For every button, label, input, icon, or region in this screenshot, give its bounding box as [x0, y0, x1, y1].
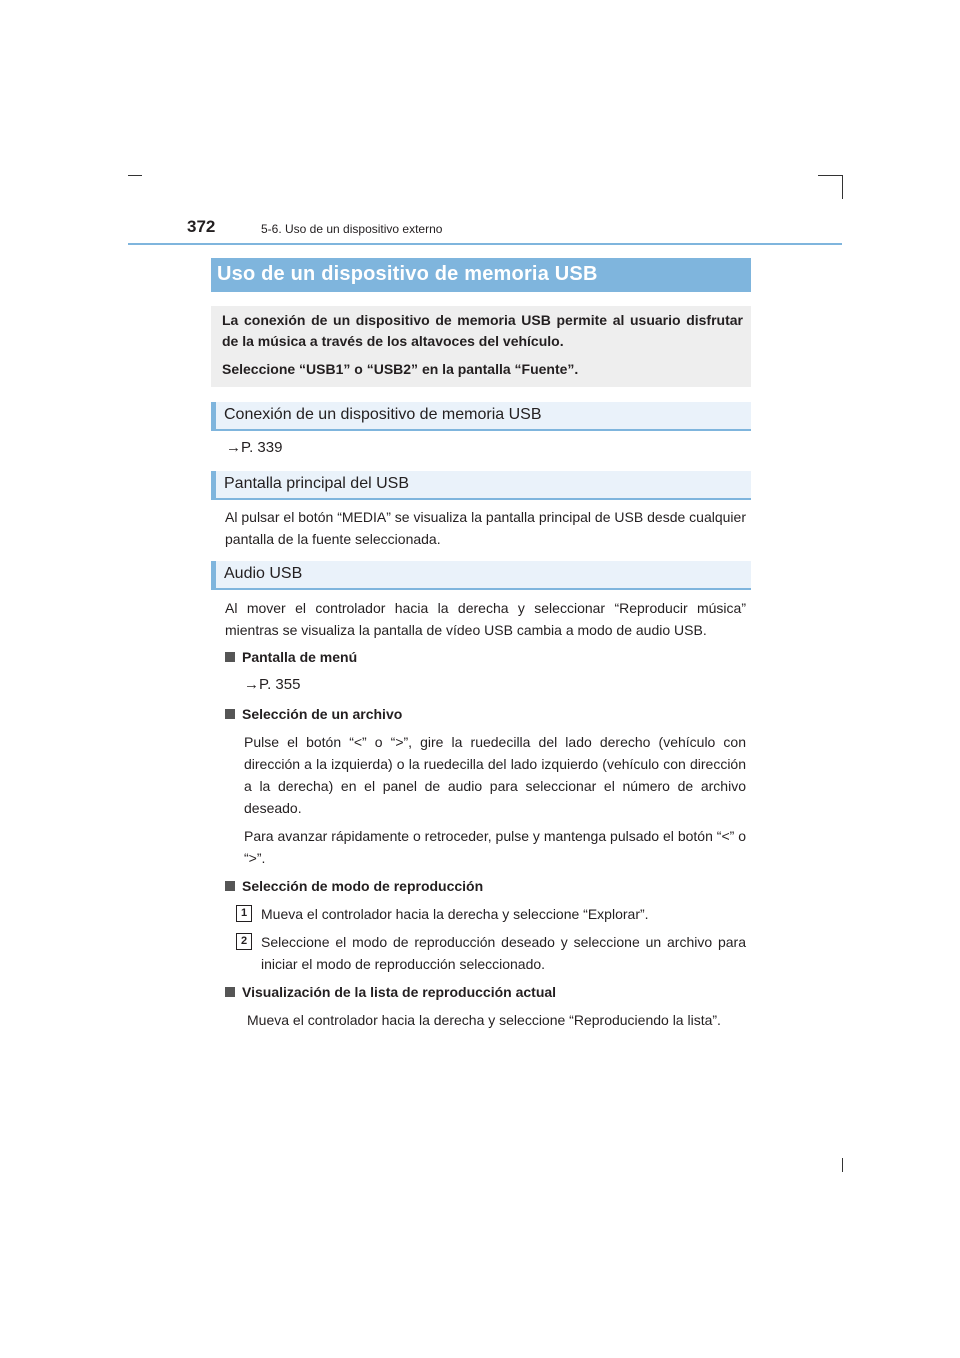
section-heading-connection: Conexión de un dispositivo de memoria USB — [211, 402, 751, 431]
file-selection-fast-text: Para avanzar rápidamente o retroceder, pulse y mantenga pulsado el botón “<” o “>”. — [244, 828, 746, 866]
crop-mark-top-right-v — [842, 175, 843, 199]
bullet-file-selection-label: Selección de un archivo — [242, 706, 403, 722]
intro-text: La conexión de un dispositivo de memoria USB permite al usuario disfrutar de la música a través de los altavoces del vehículo. — [222, 312, 743, 349]
main-screen-text: Al pulsar el botón “MEDIA” se visualiza la pantalla principal de USB desde cualquier pantalla de la fuente seleccionada. — [225, 509, 746, 547]
main-title: Uso de un dispositivo de memoria USB — [211, 258, 751, 292]
bullet-play-mode-label: Selección de modo de reproducción — [242, 878, 484, 894]
bullet-playlist-label: Visualización de la lista de reproducción actual — [242, 984, 557, 1000]
section-heading-audio: Audio USB — [211, 561, 751, 590]
menu-page-ref: →P. 355 — [244, 676, 301, 693]
bullet-menu-screen — [225, 646, 357, 668]
step-2-text: Seleccione el modo de reproducción deseado y seleccione un archivo para iniciar el modo de reproducción seleccionado. — [261, 934, 746, 972]
bullet-menu-screen-label: Pantalla de menú — [242, 649, 358, 665]
connection-page-ref: →P. 339 — [226, 439, 283, 456]
playlist-text: Mueva el controlador hacia la derecha y seleccione “Reproduciendo la lista”. — [247, 1012, 721, 1028]
square-bullet-icon — [225, 987, 235, 997]
step-number-1: 1 — [236, 905, 252, 922]
square-bullet-icon — [225, 709, 235, 719]
intro-instruction: Seleccione “USB1” o “USB2” en la pantalla “Fuente”. — [222, 361, 579, 377]
bullet-file-selection — [225, 703, 402, 725]
intro-box — [211, 306, 751, 387]
crop-mark-top-right-h — [818, 175, 843, 176]
square-bullet-icon — [225, 881, 235, 891]
step-number-2: 2 — [236, 933, 252, 950]
crop-mark-top-left — [128, 175, 142, 176]
file-selection-text: Pulse el botón “<” o “>”, gire la ruedecilla del lado derecho (vehículo con dirección a la izquierda) o la ruedecilla del lado izquierdo (vehículo con dirección a la derecha) en el panel de audio para seleccionar el número de archivo deseado. — [244, 734, 746, 816]
step-1-text: Mueva el controlador hacia la derecha y seleccione “Explorar”. — [261, 906, 649, 922]
audio-text: Al mover el controlador hacia la derecha y seleccionar “Reproducir música” mientras se visualiza la pantalla de vídeo USB cambia a modo de audio USB. — [225, 600, 746, 638]
page-number: 372 — [187, 217, 216, 236]
square-bullet-icon — [225, 652, 235, 662]
header-rule — [128, 243, 842, 245]
section-heading-main-screen: Pantalla principal del USB — [211, 471, 751, 500]
bullet-play-mode — [225, 875, 483, 897]
crop-mark-bottom-right — [842, 1158, 843, 1172]
chapter-title: 5-6. Uso de un dispositivo externo — [261, 222, 443, 236]
bullet-playlist — [225, 981, 556, 1003]
